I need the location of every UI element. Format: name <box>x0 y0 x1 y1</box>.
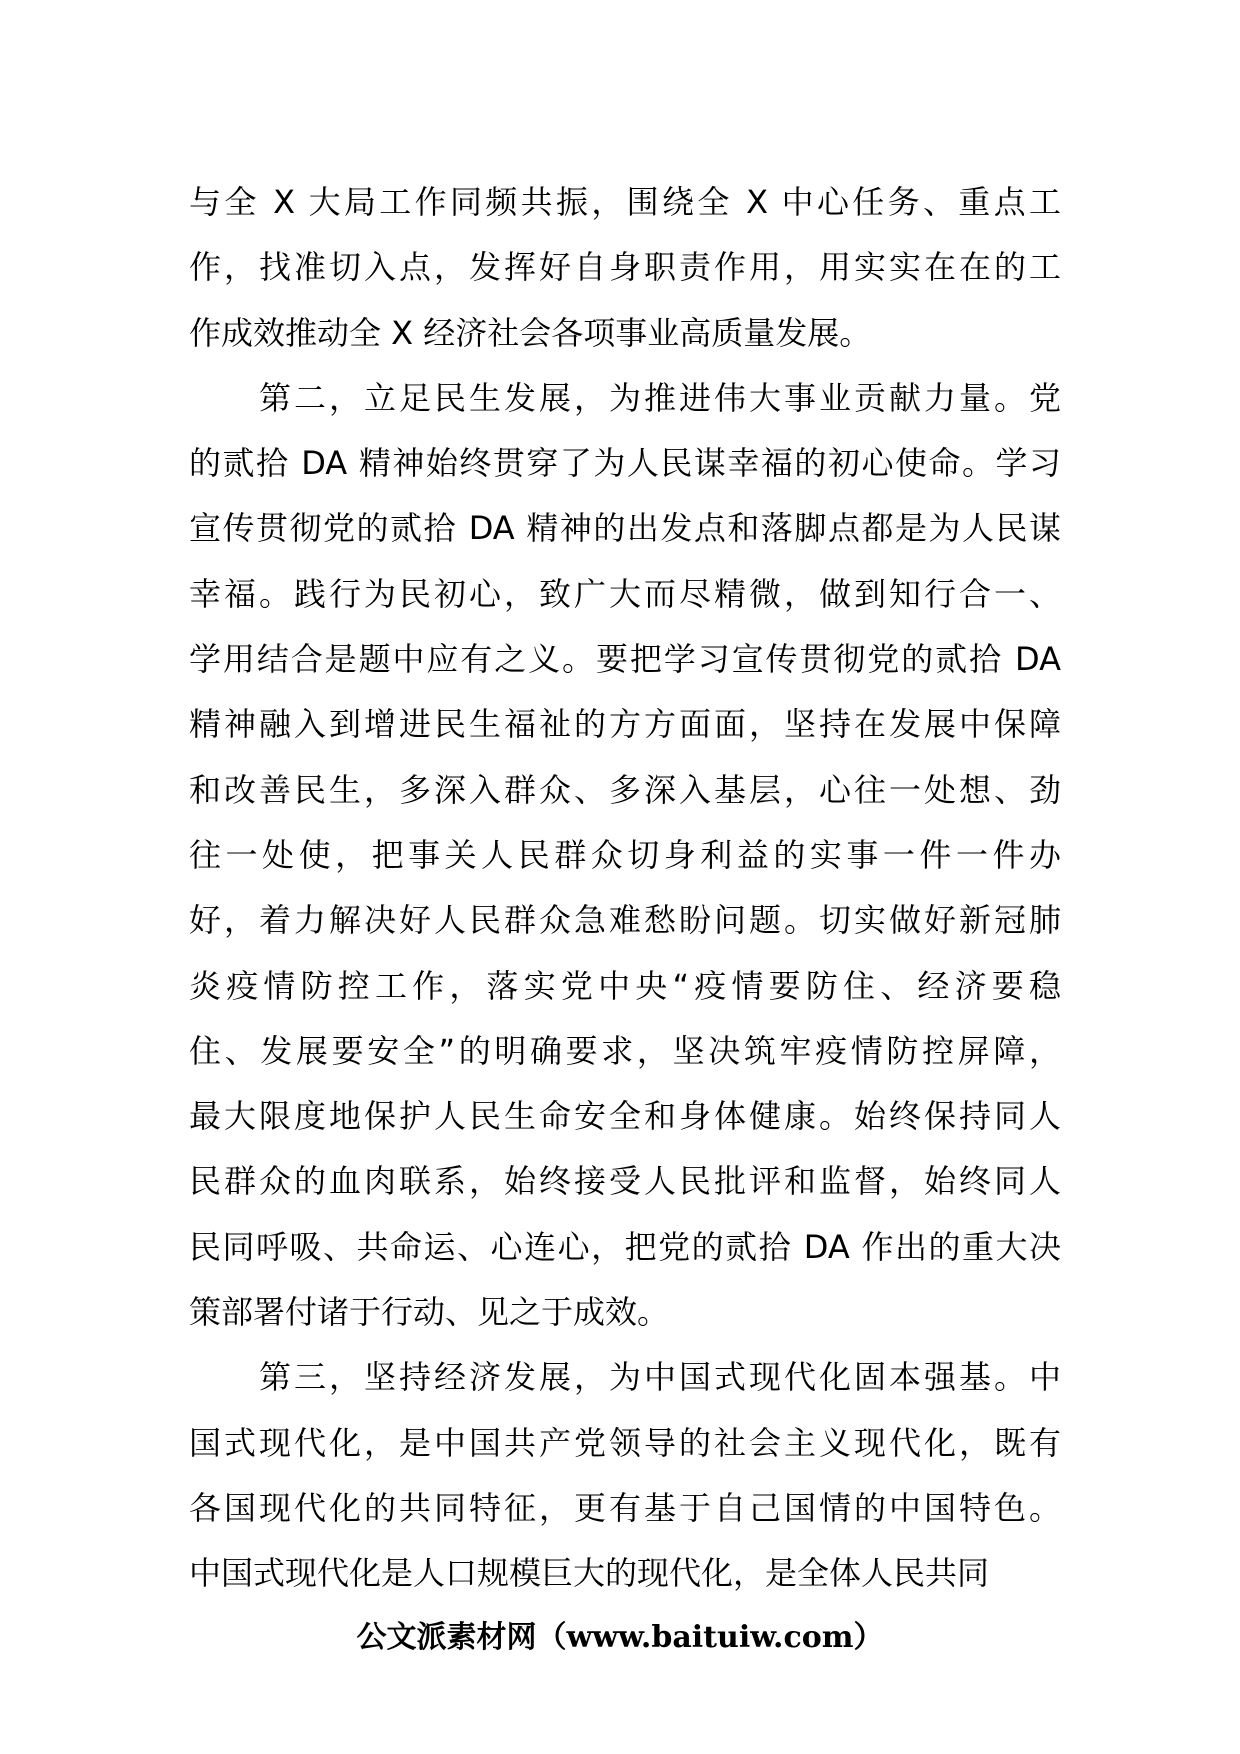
text-line: 第三，坚持经济发展，为中国式现代化固本强基。中 <box>189 1358 1061 1397</box>
footer-watermark: 公文派素材网（www.baituiw.com） <box>356 1620 884 1655</box>
text-line: 各国现代化的共同特征，更有基于自己国情的中国特色。 <box>189 1488 1061 1527</box>
text-line: 炎疫情防控工作，落实党中央“疫情要防住、经济要稳 <box>189 966 1061 1005</box>
document-body <box>189 170 1061 1607</box>
text-line: 好，着力解决好人民群众急难愁盼问题。切实做好新冠肺 <box>189 901 1061 940</box>
text-line: 幸福。践行为民初心，致广大而尽精微，做到知行合一、 <box>189 574 1061 613</box>
text-line: 和改善民生，多深入群众、多深入基层，心往一处想、劲 <box>189 770 1061 809</box>
text-line: 最大限度地保护人民生命安全和身体健康。始终保持同人 <box>189 1097 1061 1136</box>
text-line: 国式现代化，是中国共产党领导的社会主义现代化，既有 <box>189 1423 1061 1462</box>
text-line: 学用结合是题中应有之义。要把学习宣传贯彻党的贰拾 DA <box>189 640 1061 679</box>
text-line: 宣传贯彻党的贰拾 DA 精神的出发点和落脚点都是为人民谋 <box>189 509 1061 548</box>
text-line: 中国式现代化是人口规模巨大的现代化，是全体人民共同 <box>189 1554 990 1593</box>
text-line: 与全 X 大局工作同频共振，围绕全 X 中心任务、重点工 <box>189 183 1061 221</box>
text-line: 民群众的血肉联系，始终接受人民批评和监督，始终同人 <box>189 1162 1061 1201</box>
text-line: 作成效推动全 X 经济社会各项事业高质量发展。 <box>189 313 872 352</box>
text-line: 精神融入到增进民生福祉的方方面面，坚持在发展中保障 <box>189 705 1061 744</box>
text-line: 策部署付诸于行动、见之于成效。 <box>189 1293 670 1332</box>
text-line: 第二，立足民生发展，为推进伟大事业贡献力量。党 <box>189 378 1061 417</box>
text-line: 往一处使，把事关人民群众切身利益的实事一件一件办 <box>189 835 1061 874</box>
text-line: 作，找准切入点，发挥好自身职责作用，用实实在在的工 <box>189 248 1061 287</box>
text-line: 民同呼吸、共命运、心连心，把党的贰拾 DA 作出的重大决 <box>189 1227 1061 1266</box>
text-line: 住、发展要安全”的明确要求，坚决筑牢疫情防控屏障， <box>189 1031 1061 1070</box>
text-line: 的贰拾 DA 精神始终贯穿了为人民谋幸福的初心使命。学习 <box>189 444 1061 483</box>
